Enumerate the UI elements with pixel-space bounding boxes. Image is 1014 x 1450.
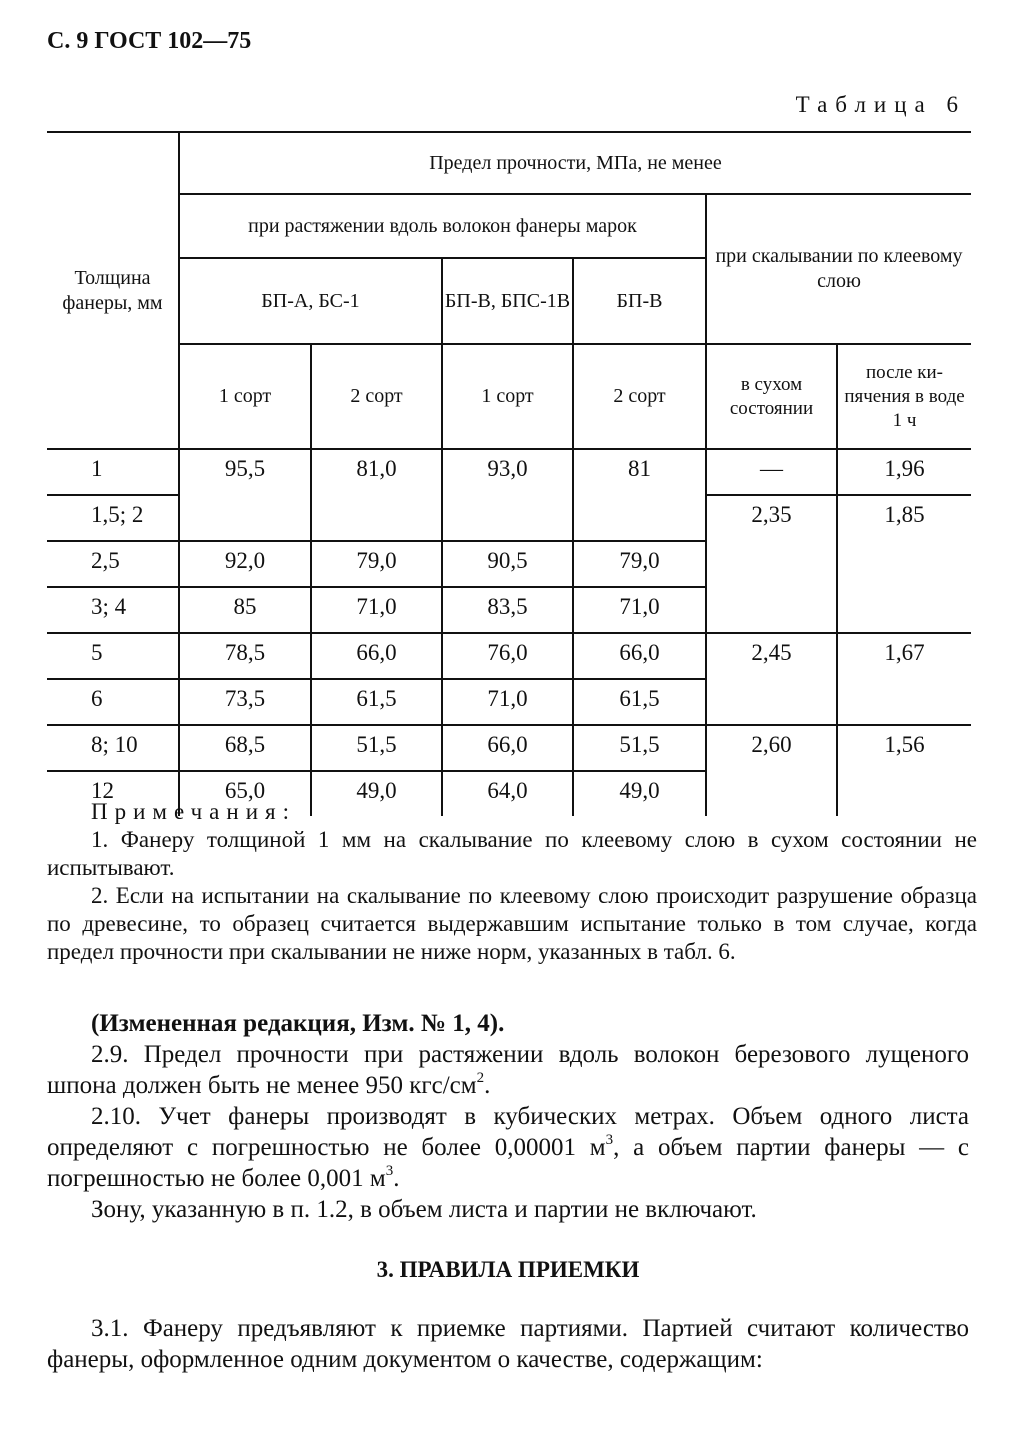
value-cell: 81 [573, 449, 706, 541]
value-cell: 49,0 [573, 771, 706, 816]
value-cell: 71,0 [573, 587, 706, 633]
value-cell: 66,0 [311, 633, 442, 679]
sort2-header: 2 сорт [311, 344, 442, 449]
paragraph-2-9-text: 2.9. Предел прочности при растяжении вдоль волокон березового лущеного шпона должен быть не менее 950 кгс/см [47, 1041, 969, 1099]
paragraph-2-10-text-a: 2.10. Учет фанеры производят в кубических метрах. Объем одного листа определяют с погрешностью не более 0,00001 м [47, 1103, 969, 1161]
superscript: 3 [605, 1131, 614, 1148]
paragraph-2-9 [47, 1039, 969, 1101]
sort1-header: 1 сорт [442, 344, 573, 449]
value-cell: 2,45 [706, 633, 837, 725]
value-cell: 51,5 [573, 725, 706, 771]
value-cell: 65,0 [179, 771, 311, 816]
value-cell: 66,0 [442, 725, 573, 771]
note-2: 2. Если на испытании на скалывание по клеевому слою происходит разрушение образца по древесине, то образец считается выдержавшим испытание только в том случае, когда предел прочности при скалывании не ниже норм, указанных в табл. 6. [47, 883, 977, 964]
thickness-cell: 5 [47, 633, 179, 679]
value-cell: 90,5 [442, 541, 573, 587]
value-cell: 2,35 [706, 495, 837, 633]
value-cell: 83,5 [442, 587, 573, 633]
dry-header: в сухом состоянии [706, 344, 837, 449]
value-cell: 79,0 [573, 541, 706, 587]
grade-bpv-bps-header: БП-В, БПС-1В [442, 258, 573, 344]
value-cell: 73,5 [179, 679, 311, 725]
section-title: 3. ПРАВИЛА ПРИЕМКИ [376, 1257, 640, 1282]
table-caption: Таблица 6 [795, 92, 966, 117]
tension-header: при растяжении вдоль волокон фанеры марок [179, 194, 706, 258]
value-cell: 95,5 [179, 449, 311, 541]
note-1: 1. Фанеру толщиной 1 мм на скалывание по клеевому слою в сухом состоянии не испытывают. [47, 827, 977, 880]
value-cell: 93,0 [442, 449, 573, 541]
notes-title: Примечания: [91, 799, 296, 824]
thickness-cell: 2,5 [47, 541, 179, 587]
value-cell: 1,67 [837, 633, 971, 725]
value-cell: 68,5 [179, 725, 311, 771]
value-cell: 78,5 [179, 633, 311, 679]
paragraph-2-10 [47, 1101, 969, 1194]
page-header: С. 9 ГОСТ 102—75 [47, 28, 252, 54]
value-cell: 79,0 [311, 541, 442, 587]
superscript: 3 [385, 1162, 394, 1179]
paragraph-2-9-end: . [484, 1072, 491, 1099]
thickness-header: Толщина фанеры, мм [47, 132, 179, 449]
value-cell: 2,60 [706, 725, 837, 816]
table-row [47, 725, 971, 771]
grade-bpv-header: БП-В [573, 258, 706, 344]
table-row [47, 449, 971, 495]
thickness-cell: 6 [47, 679, 179, 725]
value-cell: 64,0 [442, 771, 573, 816]
table-notes [47, 798, 977, 966]
value-cell: 1,56 [837, 725, 971, 816]
thickness-cell: 1,5; 2 [47, 495, 179, 541]
value-cell: 92,0 [179, 541, 311, 587]
superscript: 2 [476, 1069, 485, 1086]
sort2-header: 2 сорт [573, 344, 706, 449]
value-cell: 81,0 [311, 449, 442, 541]
thickness-cell: 1 [47, 449, 179, 495]
boiled-header: после ки-пячения в воде 1 ч [837, 344, 971, 449]
value-cell: — [706, 449, 837, 495]
value-cell: 1,85 [837, 495, 971, 541]
zone-paragraph: Зону, указанную в п. 1.2, в объем листа и партии не включают. [91, 1196, 757, 1223]
value-cell: 71,0 [311, 587, 442, 633]
sort1-header: 1 сорт [179, 344, 311, 449]
value-cell-empty [837, 541, 971, 633]
value-cell: 1,96 [837, 449, 971, 495]
value-cell: 85 [179, 587, 311, 633]
thickness-cell: 8; 10 [47, 725, 179, 771]
paragraph-2-10-end: . [393, 1165, 400, 1192]
strength-header: Предел прочности, МПа, не менее [179, 132, 971, 194]
thickness-cell: 3; 4 [47, 587, 179, 633]
value-cell: 66,0 [573, 633, 706, 679]
value-cell: 51,5 [311, 725, 442, 771]
table-row [47, 633, 971, 679]
value-cell: 76,0 [442, 633, 573, 679]
body-text [47, 1008, 969, 1225]
amended-edition: (Измененная редакция, Изм. № 1, 4). [91, 1010, 505, 1037]
value-cell: 61,5 [573, 679, 706, 725]
thickness-cell: 12 [47, 771, 179, 816]
section-3-text [47, 1313, 969, 1375]
paragraph-2-10-text-b: , а объем партии фанеры — с погрешностью не более 0,001 м [47, 1134, 969, 1192]
shear-header: при скалывании по клеевому слою [706, 194, 971, 344]
paragraph-3-1: 3.1. Фанеру предъявляют к приемке партиями. Партией считают количество фанеры, оформленное одним документом о качестве, содержащим: [47, 1315, 969, 1373]
grade-bpa-header: БП-А, БС-1 [179, 258, 442, 344]
value-cell: 49,0 [311, 771, 442, 816]
value-cell: 71,0 [442, 679, 573, 725]
value-cell: 61,5 [311, 679, 442, 725]
strength-table [47, 131, 971, 816]
